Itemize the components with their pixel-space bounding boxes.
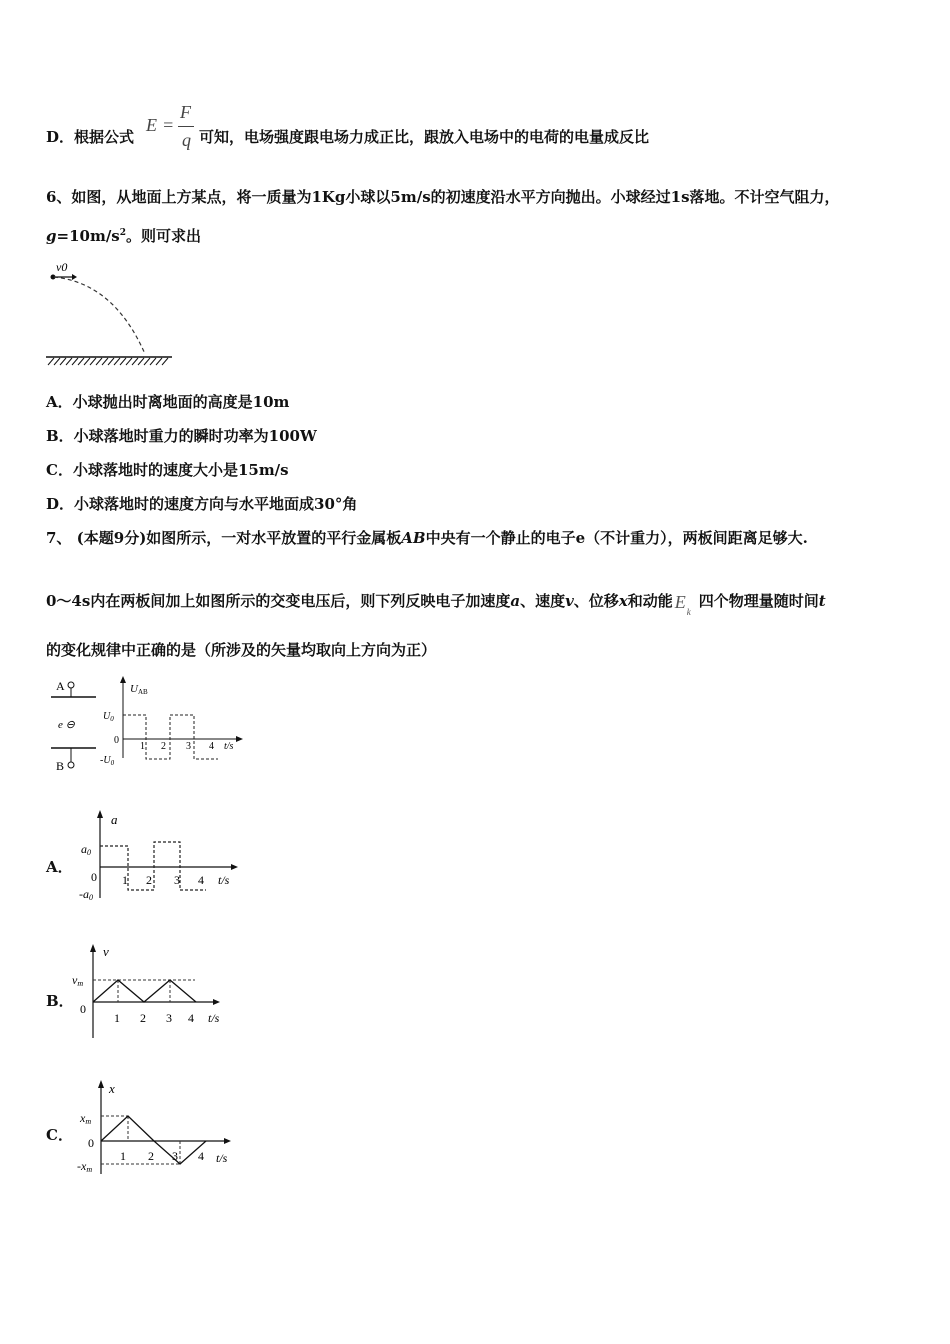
q6-option-c: C．小球落地时的速度大小是15m/s	[46, 461, 289, 479]
ek-k: k	[686, 607, 691, 617]
a-x-arrowhead	[231, 864, 238, 870]
option-b-graph	[70, 938, 235, 1042]
b-tick-3: 3	[166, 1011, 172, 1025]
q7-setup-figure	[46, 673, 246, 777]
plate-b-terminal	[68, 762, 74, 768]
uab-y-arrowhead	[120, 676, 126, 683]
var-a: a	[510, 592, 521, 610]
q5-option-d-prefix: D．根据公式	[46, 128, 135, 146]
v0-arrowhead	[72, 274, 77, 280]
a-tick-4: 4	[198, 873, 204, 887]
c-x-arrowhead	[224, 1138, 231, 1144]
q5-option-d	[46, 127, 134, 147]
q7-option-c-label: C．	[46, 1126, 73, 1144]
q6-option-a: A．小球抛出时离地面的高度是10m	[46, 393, 290, 411]
uab-tick-1: 1	[140, 741, 145, 752]
a-xlabel: t/s	[218, 873, 230, 887]
c-tick-1: 1	[120, 1149, 126, 1163]
uab-xlabel: t/s	[224, 741, 234, 752]
sep-displacement: 、位移	[573, 592, 619, 610]
b-ticks	[114, 1011, 194, 1025]
a-tick-2: 2	[146, 873, 152, 887]
q7-line1-b: 中央有一个静止的电子e（不计重力），两板间距离足够大.	[425, 529, 808, 547]
q7-stem-line2	[46, 591, 826, 617]
c-tick-2: 2	[148, 1149, 154, 1163]
var-v: v	[565, 592, 574, 610]
c-y-arrowhead	[98, 1080, 104, 1088]
b-tick-4: 4	[188, 1011, 194, 1025]
q7-stem-line1	[46, 528, 808, 548]
b-xlabel: t/s	[208, 1011, 220, 1025]
q6-g-value: =10m/s	[56, 227, 120, 245]
b-pos-label: vm	[72, 973, 84, 988]
uab-tick-3: 3	[186, 741, 191, 752]
projectile-figure	[44, 258, 176, 370]
fraction-bar	[178, 126, 194, 127]
c-tick-3: 3	[172, 1149, 178, 1163]
a-neg-label: -a0	[79, 887, 93, 902]
option-c-graph	[76, 1074, 241, 1180]
v0-label: v0	[56, 260, 68, 274]
q6-option-d: D．小球落地时的速度方向与水平地面成30°角	[46, 495, 358, 513]
c-ticks	[120, 1149, 204, 1163]
uab-ylabel: UAB	[130, 683, 148, 696]
uab-zero: 0	[114, 735, 119, 746]
b-tick-2: 2	[140, 1011, 146, 1025]
uab-waveform	[123, 715, 218, 759]
q7-line2-b: 四个物理量随时间	[698, 592, 819, 610]
var-x: x	[618, 592, 628, 610]
formula-equals: =	[162, 115, 175, 135]
formula-denominator: q	[182, 130, 191, 150]
uab-x-arrowhead	[236, 736, 243, 742]
q6-stem-end: 。则可求出	[126, 227, 202, 245]
q6-stem-line1: 6、如图，从地面上方某点，将一质量为1Kg小球以5m/s的初速度沿水平方向抛出。小球经过1s落地。不计空气阻力，	[46, 188, 840, 206]
u0-label: $U_0$	[103, 711, 114, 723]
c-pos-label: xm	[80, 1111, 92, 1126]
formula-e: E	[146, 115, 157, 135]
q6-option-b: B．小球落地时重力的瞬时功率为100W	[46, 427, 317, 445]
q6-stem-line2	[46, 223, 201, 246]
sep-kinetic: 和动能	[627, 592, 673, 610]
ek-e: E	[674, 592, 686, 612]
b-x-arrowhead	[213, 999, 220, 1005]
a-zero: 0	[91, 870, 97, 884]
uab-ticks	[140, 741, 214, 752]
plate-a-terminal	[68, 682, 74, 688]
a-ticks	[122, 873, 204, 887]
var-g: g	[46, 227, 57, 245]
a-tick-1: 1	[122, 873, 128, 887]
a-ylabel: a	[111, 812, 118, 827]
c-tick-4: 4	[198, 1149, 204, 1163]
uab-tick-4: 4	[209, 741, 214, 752]
q7-option-a-label: A．	[46, 858, 73, 876]
c-xlabel: t/s	[216, 1151, 228, 1165]
sep-velocity: 、速度	[520, 592, 566, 610]
electron-label: e ⊖	[58, 719, 75, 731]
var-ab: AB	[401, 529, 426, 547]
a-y-arrowhead	[97, 810, 103, 818]
a-pos-label: a0	[81, 842, 91, 857]
neg-u0-label: $-U_0$	[100, 755, 115, 767]
b-velocity-curve	[93, 980, 196, 1002]
b-tick-1: 1	[114, 1011, 120, 1025]
b-ylabel: v	[103, 944, 109, 959]
formula-numerator: F	[180, 102, 191, 122]
q7-line1-a: 7、 (本题9分)如图所示，一对水平放置的平行金属板	[46, 529, 402, 547]
option-a-graph	[78, 806, 243, 910]
q5-option-d-suffix: 可知，电场强度跟电场力成正比，跟放入电场中的电荷的电量成反比	[199, 128, 650, 146]
a-tick-3: 3	[174, 873, 180, 887]
uab-tick-2: 2	[161, 741, 166, 752]
ground-hatching	[48, 358, 168, 365]
c-zero: 0	[88, 1136, 94, 1150]
a-waveform	[100, 842, 206, 890]
q6-g-exponent: 2	[119, 228, 127, 238]
q7-stem-line3: 的变化规律中正确的是（所涉及的矢量均取向上方向为正）	[46, 641, 437, 659]
b-zero: 0	[80, 1002, 86, 1016]
var-t: t	[818, 592, 826, 610]
b-y-arrowhead	[90, 944, 96, 952]
q7-option-b-label: B．	[46, 992, 74, 1010]
c-neg-label: -xm	[77, 1159, 93, 1174]
q7-line2-a: 0～4s内在两板间加上如图所示的交变电压后，则下列反映电子加速度	[46, 592, 511, 610]
trajectory	[54, 277, 145, 354]
plate-b-label: B	[56, 759, 65, 773]
plate-a-label: A	[56, 679, 65, 693]
c-ylabel: x	[109, 1081, 115, 1096]
